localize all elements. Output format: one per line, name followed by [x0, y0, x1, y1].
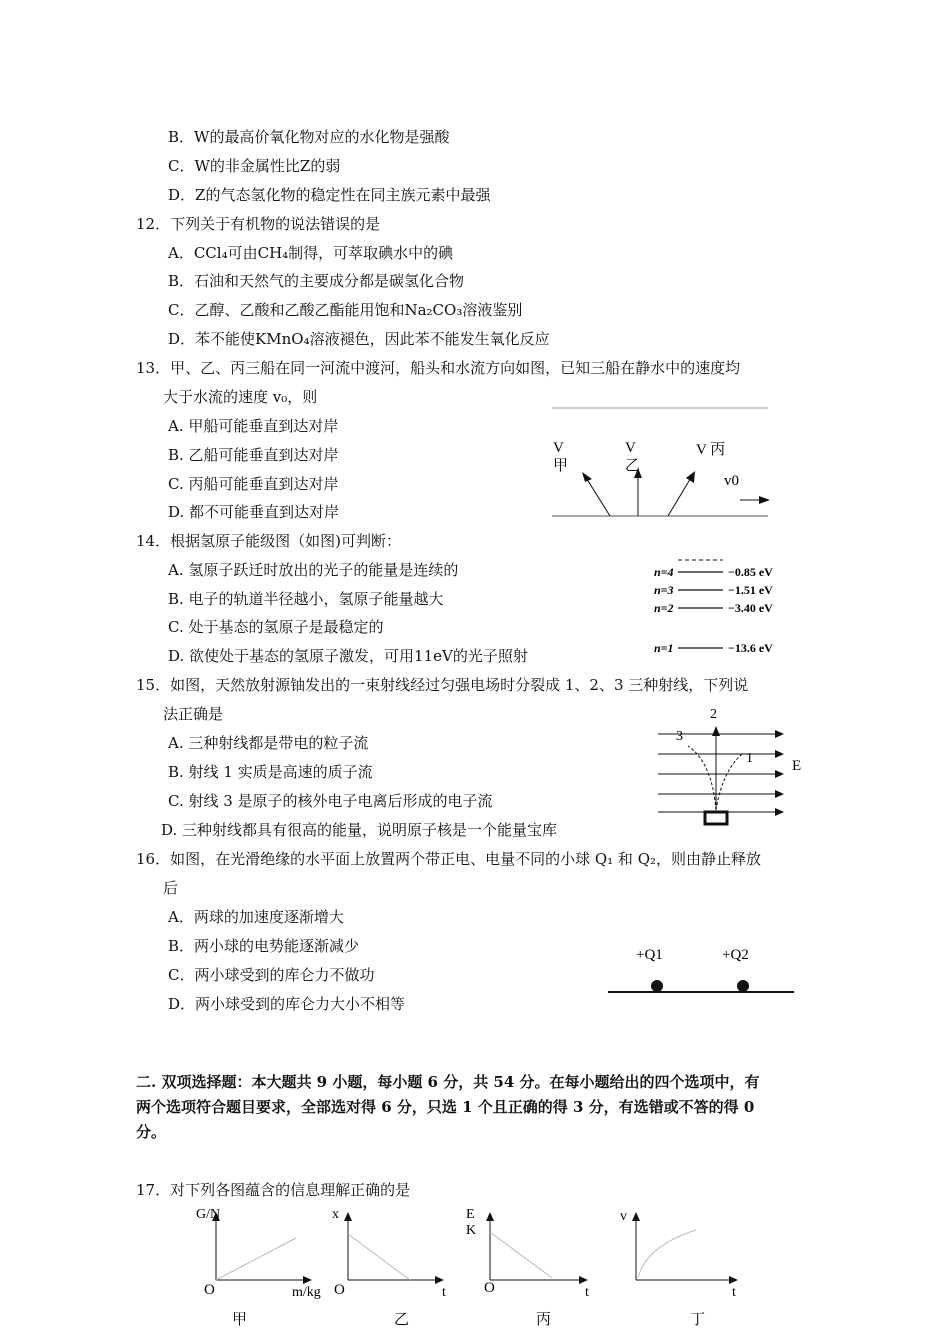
q13-label-v0: v0 — [724, 473, 739, 489]
q16-q2-label: +Q2 — [722, 947, 749, 963]
q13-label-v-yi: V — [625, 440, 636, 456]
q16-option-c: C．两小球受到的库仑力不做功 — [168, 966, 375, 984]
q17-yi-y-label: x — [332, 1207, 339, 1222]
q11-option-c: C．W的非金属性比Z的弱 — [168, 157, 341, 175]
q13-stem: 13．甲、乙、丙三船在同一河流中渡河，船头和水流方向如图，已知三船在静水中的速度均 — [136, 359, 741, 377]
q14-energy-level-diagram — [648, 552, 788, 662]
q15-stem-cont: 法正确是 — [163, 705, 224, 723]
q17-ding-x-label: t — [732, 1285, 736, 1300]
q16-option-b: B．两小球的电势能逐渐减少 — [168, 937, 360, 955]
q16-option-a: A．两球的加速度逐渐增大 — [168, 908, 344, 926]
q16-ball-q2 — [737, 980, 749, 992]
q14-n3-label: n=3 — [654, 583, 674, 597]
q14-option-d: D. 欲使处于基态的氢原子激发，可用11eV的光子照射 — [168, 647, 528, 665]
q13-option-a: A. 甲船可能垂直到达对岸 — [168, 417, 339, 435]
q13-option-d: D. 都不可能垂直到达对岸 — [168, 503, 340, 521]
q15-field-e-label: E — [792, 758, 802, 774]
q14-stem: 14．根据氢原子能级图（如图)可判断： — [136, 532, 401, 550]
q17-graph-bing — [466, 1207, 589, 1328]
q13-river-figure — [540, 400, 780, 525]
q12-option-d: D．苯不能使KMnO₄溶液褪色，因此苯不能发生氧化反应 — [168, 330, 550, 348]
q14-option-b: B. 电子的轨道半径越小，氢原子能量越大 — [168, 590, 444, 608]
q14-n4-energy: −0.85 eV — [728, 565, 773, 579]
q16-stem-cont: 后 — [163, 879, 179, 897]
q14-n3-energy: −1.51 eV — [728, 583, 773, 597]
q14-n2-energy: −3.40 eV — [728, 601, 773, 615]
q15-option-b: B. 射线 1 实质是高速的质子流 — [168, 763, 373, 781]
q12-option-c: C．乙醇、乙酸和乙酸乙酯能用饱和Na₂CO₃溶液鉴别 — [168, 301, 523, 319]
q17-bing-y-label-k: K — [466, 1223, 477, 1238]
q13-label-jia: 甲 — [553, 458, 569, 474]
q14-option-c: C. 处于基态的氢原子是最稳定的 — [168, 618, 384, 636]
q15-option-c: C. 射线 3 是原子的核外电子电离后形成的电子流 — [168, 792, 493, 810]
q15-option-d: D. 三种射线都具有很高的能量，说明原子核是一个能量宝库 — [161, 821, 558, 839]
q17-graph-jia — [196, 1207, 321, 1328]
q17-jia-origin: O — [204, 1282, 215, 1298]
q15-ray-2-label: 2 — [710, 707, 717, 722]
q17-bing-y-label-e: E — [466, 1207, 475, 1222]
q17-bing-origin: O — [484, 1280, 495, 1296]
q12-option-a: A．CCl₄可由CH₄制得，可萃取碘水中的碘 — [168, 244, 454, 262]
q11-option-b: B．W的最高价氧化物对应的水化物是强酸 — [168, 128, 450, 146]
q17-ding-caption: 丁 — [690, 1312, 706, 1328]
q15-stem: 15．如图，天然放射源铀发出的一束射线经过匀强电场时分裂成 1、2、3 三种射线，下列说 — [136, 676, 749, 694]
q14-n1-label: n=1 — [654, 641, 674, 655]
q13-stem-cont: 大于水流的速度 v₀，则 — [163, 388, 318, 406]
q14-n4-label: n=4 — [654, 565, 674, 579]
q15-radiation-field-figure — [652, 702, 812, 832]
q13-option-c: C. 丙船可能垂直到达对岸 — [168, 475, 339, 493]
q17-jia-y-label: G/N — [196, 1207, 221, 1222]
q16-option-d: D．两小球受到的库仑力大小不相等 — [168, 995, 406, 1013]
q16-charges-figure — [604, 940, 800, 1000]
section2-heading-line2: 两个选项符合题目要求，全部选对得 6 分，只选 1 个且正确的得 3 分，有选错或不答的得 0 — [136, 1098, 755, 1116]
q17-yi-caption: 乙 — [394, 1312, 410, 1328]
q17-graph-ding — [620, 1209, 738, 1328]
q16-stem: 16．如图，在光滑绝缘的水平面上放置两个带正电、电量不同的小球 Q₁ 和 Q₂，则由静止释放 — [136, 850, 762, 868]
section2-heading-line1: 二. 双项选择题：本大题共 9 小题，每小题 6 分，共 54 分。在每小题给出的四个选项中，有 — [136, 1073, 760, 1091]
q17-graph-yi — [332, 1207, 446, 1328]
q15-ray-3-label: 3 — [676, 729, 683, 744]
q15-option-a: A. 三种射线都是带电的粒子流 — [168, 734, 369, 752]
q16-ball-q1 — [651, 980, 663, 992]
q17-graphs — [180, 1202, 760, 1342]
q12-option-b: B．石油和天然气的主要成分都是碳氢化合物 — [168, 272, 465, 290]
q13-label-v-bing: V 丙 — [696, 442, 726, 458]
q13-label-yi: 乙 — [625, 458, 641, 474]
q13-label-v-jia: V — [553, 440, 564, 456]
q13-option-b: B. 乙船可能垂直到达对岸 — [168, 446, 339, 464]
q14-n1-energy: −13.6 eV — [728, 641, 773, 655]
section2-heading-line3: 分。 — [136, 1123, 167, 1141]
q17-stem: 17．对下列各图蕴含的信息理解正确的是 — [136, 1181, 411, 1199]
q17-yi-origin: O — [334, 1282, 345, 1298]
q17-jia-caption: 甲 — [232, 1312, 248, 1328]
q17-jia-x-label: m/kg — [292, 1285, 321, 1300]
q17-bing-caption: 丙 — [536, 1312, 552, 1328]
q11-option-d: D．Z的气态氢化物的稳定性在同主族元素中最强 — [168, 186, 491, 204]
q16-q1-label: +Q1 — [636, 947, 663, 963]
q17-ding-y-label: v — [620, 1209, 627, 1224]
q17-bing-x-label: t — [585, 1285, 589, 1300]
q14-n2-label: n=2 — [654, 601, 674, 615]
q12-stem: 12．下列关于有机物的说法错误的是 — [136, 215, 381, 233]
q14-option-a: A. 氢原子跃迁时放出的光子的能量是连续的 — [168, 561, 459, 579]
q15-ray-1-label: 1 — [746, 751, 753, 766]
q17-yi-x-label: t — [442, 1285, 446, 1300]
